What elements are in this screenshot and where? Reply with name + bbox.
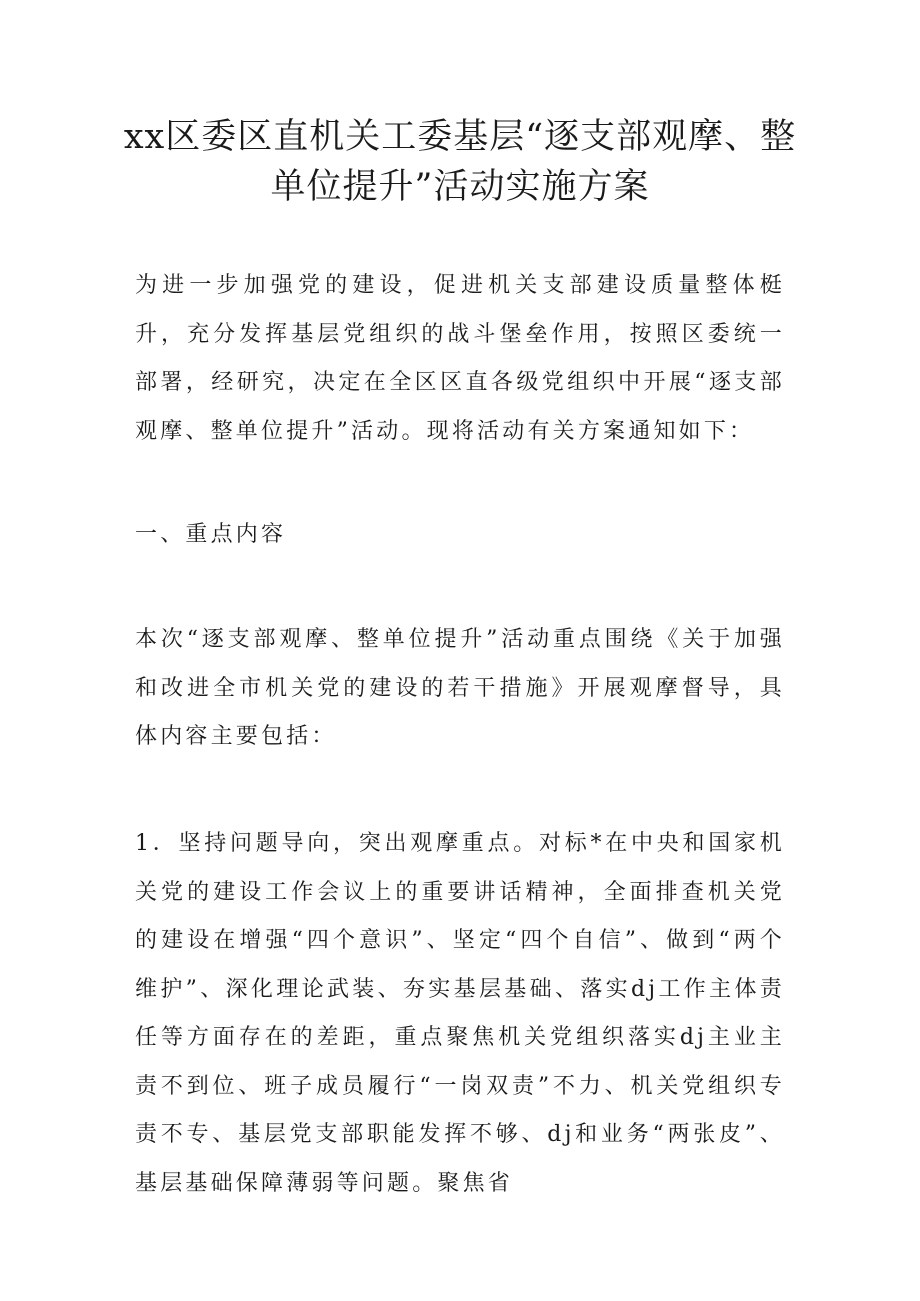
document-title-line-1: xx区委区直机关工委基层“逐支部观摩、整 (123, 117, 797, 157)
document-title-line-2: 单位提升”活动实施方案 (270, 167, 650, 207)
intro-paragraph: 为进一步加强党的建设，促进机关支部建设质量整体梃升，充分发挥基层党组织的战斗堡垒作用，按照区委统一部署，经研究，决定在全区区直各级党组织中开展“逐支部观摩、整单位提升”活动。现将活动有关方案通知如下： (135, 273, 785, 444)
section-1-heading: 一、重点内容 (135, 522, 287, 547)
document-title (100, 112, 820, 212)
section-1-intro-paragraph: 本次“逐支部观摩、整单位提升”活动重点围绕《关于加强和改进全市机关党的建设的若干措施》开展观摩督导，具体内容主要包括： (135, 627, 785, 749)
section-1-item-1-paragraph: 1．坚持问题导向，突出观摩重点。对标*在中央和国家机关党的建设工作会议上的重要讲话精神，全面排查机关党的建设在增强“四个意识”、坚定“四个自信”、做到“两个维护”、深化理论武装、夯实基层基础、落实dj工作主体责任等方面存在的差距，重点聚焦机关党组织落实dj主业主责不到位、班子成员履行“一岗双责”不力、机关党组织专责不专、基层党支部职能发挥不够、dj和业务“两张皮”、基层基础保障薄弱等问题。聚焦省 (135, 831, 785, 1196)
